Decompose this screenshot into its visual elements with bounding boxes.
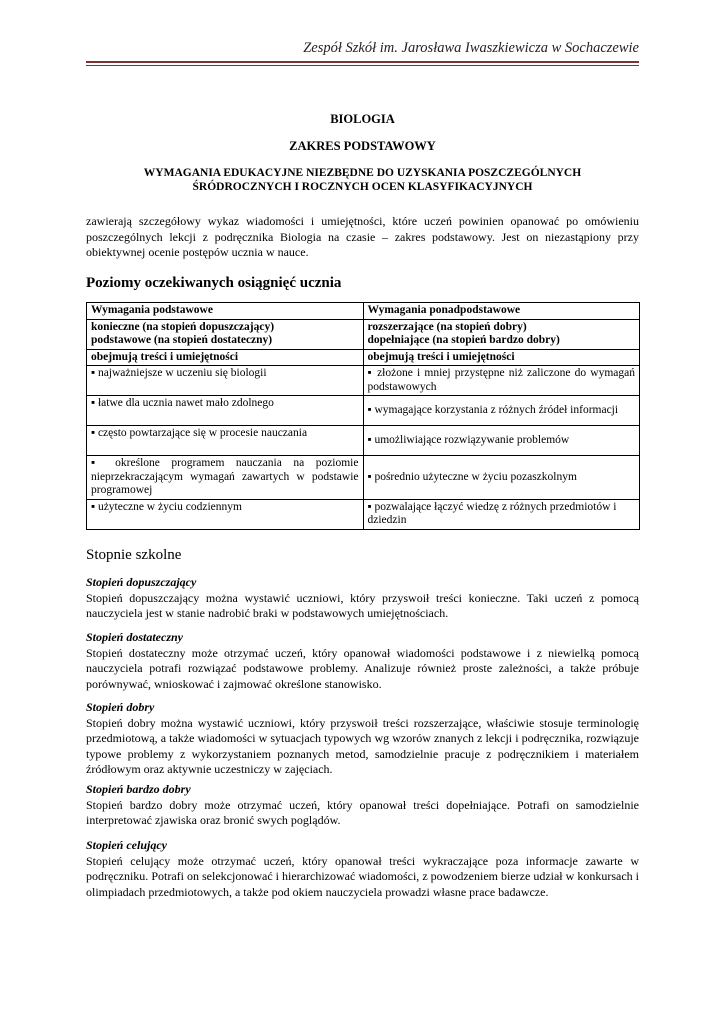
grade-text: Stopień dopuszczający można wystawić uczniowi, który przyswoił treści konieczne. Taki uczeń z pomocą nauczyciela jest w stanie nadrobić braki w podstawowych umiejętnościach. <box>86 590 639 620</box>
advanced-item: ▪ złożone i mniej przystępne niż zaliczone do wymagań podstawowych <box>363 366 640 396</box>
basic-header-cell: Wymagania podstawowe <box>87 303 364 320</box>
grade-text: Stopień dostateczny może otrzymać uczeń, który opanował wiadomości podstawowe i z niewielką pomocą nauczyciela potrafi rozwiązać podstawowe problemy. Analizuje również proste zależności, a także próbuje porównywać, wnioskować i zajmować określone stanowisko. <box>86 645 639 691</box>
basic-sub2: podstawowe (na stopień dostateczny) <box>91 334 273 346</box>
document-header: Zespół Szkół im. Jarosława Iwaszkiewicza w Sochaczewie <box>303 40 639 56</box>
grade-title: Stopień celujący <box>86 838 167 852</box>
table-subheader-row <box>87 319 640 349</box>
advanced-sub2: dopełniające (na stopień bardzo dobry) <box>367 334 560 346</box>
basic-item: ▪ często powtarzające się w procesie nauczania <box>87 426 364 456</box>
basic-item: ▪ łatwe dla ucznia nawet mało zdolnego <box>87 396 364 426</box>
advanced-header-cell: Wymagania ponadpodstawowe <box>363 303 640 320</box>
basic-subheader-cell <box>87 319 364 349</box>
basic-sub1: konieczne (na stopień dopuszczający) <box>91 320 275 333</box>
grade-section <box>86 575 639 622</box>
grade-text: Stopień dobry można wystawić uczniowi, który przyswoił treści rozszerzające, właściwie stosuje terminologię przedmiotową, a także wiadomości w sytuacjach typowych wg wzorów znanych z lekcji i podręcznika, rozwiązuje typowe problemy z wykorzystaniem poznanych metod, samodzielnie pracuje z podręcznikiem i materiałem źródłowym oraz aktywnie uczestniczy w zajęciach. <box>86 715 639 776</box>
subject-title: BIOLOGIA <box>330 112 395 126</box>
requirements-title-line1: WYMAGANIA EDUKACYJNE NIEZBĘDNE DO UZYSKANIA POSZCZEGÓLNYCH <box>143 167 582 179</box>
table-row <box>87 366 640 396</box>
advanced-item: ▪ wymagające korzystania z różnych źródeł informacji <box>363 396 640 426</box>
grade-section <box>86 782 639 829</box>
intro-paragraph: zawierają szczegółowy wykaz wiadomości i umiejętności, które uczeń powinien opanować po omówieniu poszczególnych lekcji z podręcznika Biologia na czasie – zakres podstawowy. Jest on niezastąpiony przy obiektywnej ocenie postępów ucznia w nauce. <box>86 214 639 259</box>
table-scope-row <box>87 349 640 366</box>
requirements-table <box>86 302 640 530</box>
grades-heading: Stopnie szkolne <box>86 547 182 563</box>
requirements-title-line2: ŚRÓDROCZNYCH I ROCZNYCH OCEN KLASYFIKACYJNYCH <box>192 181 533 193</box>
grade-section <box>86 838 639 900</box>
basic-item: ▪ określone programem nauczania na poziomie nieprzekraczającym wymagań zawartych w podstawie programowej <box>87 456 364 500</box>
advanced-item: ▪ pozwalające łączyć wiedzę z różnych przedmiotów i dziedzin <box>363 499 640 529</box>
grade-section <box>86 630 639 692</box>
table-row <box>87 396 640 426</box>
header-rule <box>86 61 639 63</box>
basic-item: ▪ najważniejsze w uczeniu się biologii <box>87 366 364 396</box>
header-rule-thin <box>86 65 639 66</box>
advanced-subheader-cell <box>363 319 640 349</box>
levels-heading: Poziomy oczekiwanych osiągnięć ucznia <box>86 275 342 291</box>
advanced-scope-cell: obejmują treści i umiejętności <box>363 349 640 366</box>
grade-text: Stopień bardzo dobry może otrzymać uczeń, który opanował treści dopełniające. Potrafi on samodzielnie interpretować zjawiska oraz bronić swych poglądów. <box>86 797 639 827</box>
advanced-item: ▪ pośrednio użyteczne w życiu pozaszkolnym <box>363 456 640 500</box>
grade-title: Stopień dostateczny <box>86 630 184 644</box>
table-row <box>87 426 640 456</box>
table-row <box>87 499 640 529</box>
basic-scope-cell: obejmują treści i umiejętności <box>87 349 364 366</box>
grade-section <box>86 700 639 778</box>
advanced-item: ▪ umożliwiające rozwiązywanie problemów <box>363 426 640 456</box>
table-header-row <box>87 303 640 320</box>
grade-title: Stopień dopuszczający <box>86 575 197 589</box>
scope-title: ZAKRES PODSTAWOWY <box>289 139 436 153</box>
basic-item: ▪ użyteczne w życiu codziennym <box>87 499 364 529</box>
grade-text: Stopień celujący może otrzymać uczeń, który opanował treści wykraczające poza informacje zawarte w podręczniku. Potrafi on selekcjonować i hierarchizować wiadomości, z powodzeniem bierze udział w konkursach i olimpiadach przedmiotowych, a także pod okiem nauczyciela prowadzi własne prace badawcze. <box>86 853 639 899</box>
advanced-sub1: rozszerzające (na stopień dobry) <box>367 320 527 333</box>
grade-title: Stopień dobry <box>86 700 155 714</box>
table-row <box>87 456 640 500</box>
grade-title: Stopień bardzo dobry <box>86 782 191 796</box>
